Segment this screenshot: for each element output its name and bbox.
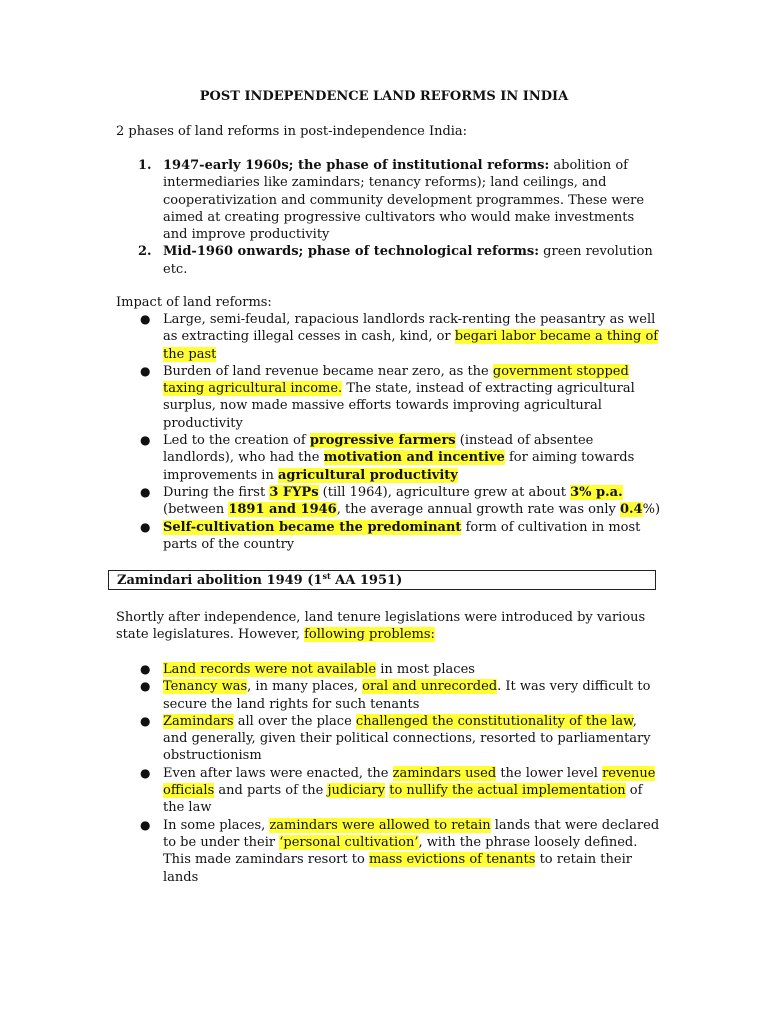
highlight: ‘personal cultivation’ bbox=[279, 834, 419, 850]
item-text: and parts of the bbox=[214, 783, 328, 799]
highlight: begari labor became a thing of the past bbox=[163, 329, 659, 362]
bullet-icon: ● bbox=[140, 484, 151, 499]
highlight: agricultural productivity bbox=[277, 467, 458, 483]
bullet-icon: ● bbox=[140, 363, 151, 378]
item-text: Led to the creation of bbox=[163, 433, 310, 449]
item-text: , the average annual growth rate was only bbox=[336, 502, 620, 518]
highlight: oral and unrecorded bbox=[362, 679, 498, 695]
item-text: . It was very difficult to secure the land rights for such tenants bbox=[163, 679, 651, 712]
highlight: zamindars used bbox=[392, 765, 497, 781]
item-text: (between bbox=[163, 502, 229, 518]
superscript: st bbox=[322, 571, 331, 581]
item-text: (instead of absentee landlords), who had the bbox=[163, 433, 594, 466]
impact-heading: Impact of land reforms: bbox=[116, 295, 272, 310]
item-text: The state, instead of extracting agricultural surplus, now made massive efforts towards improving agricultural productivity bbox=[163, 381, 635, 431]
item-text: In some places, bbox=[163, 817, 270, 833]
highlight: judiciary bbox=[327, 783, 386, 799]
item-text: During the first bbox=[163, 484, 270, 500]
highlight: motivation and incentive bbox=[323, 450, 505, 466]
section-heading: AA 1951) bbox=[330, 573, 403, 588]
page-title: POST INDEPENDENCE LAND REFORMS IN INDIA bbox=[199, 89, 569, 104]
phase-heading: 1947-early 1960s; the phase of institutional reforms: bbox=[163, 158, 550, 173]
list-item bbox=[116, 311, 661, 363]
list-item bbox=[116, 157, 661, 243]
shortly-paragraph bbox=[116, 609, 661, 644]
item-text: , with the phrase loosely defined. This made zamindars resort to bbox=[163, 834, 638, 868]
list-number: 2. bbox=[138, 244, 152, 260]
highlight: mass evictions of tenants bbox=[368, 852, 536, 868]
section-heading: Zamindari abolition 1949 (1 bbox=[117, 573, 323, 588]
impact-list bbox=[116, 311, 661, 553]
highlight: Tenancy was bbox=[163, 679, 248, 695]
problems-list bbox=[116, 661, 661, 886]
list-item bbox=[116, 817, 661, 886]
item-text: , and generally, given their political connections, resorted to parliamentary obstructionism bbox=[163, 713, 651, 764]
highlight: 1891 and 1946 bbox=[228, 502, 337, 518]
bullet-icon: ● bbox=[140, 662, 151, 676]
phase-text: abolition of intermediaries like zamindars; tenancy reforms); land ceilings, and cooperativization and community development programmes. These were aimed at creating progressive cultivators who would make investments and improve productivity bbox=[163, 158, 645, 243]
list-item bbox=[116, 519, 661, 554]
highlight: 0.4 bbox=[619, 502, 643, 518]
item-text: form of cultivation in most parts of the country bbox=[163, 519, 641, 552]
phases-list bbox=[116, 157, 661, 278]
highlight: progressive farmers bbox=[309, 433, 456, 449]
list-item bbox=[116, 678, 661, 713]
bullet-icon: ● bbox=[140, 679, 151, 694]
bullet-icon: ● bbox=[140, 765, 151, 780]
item-text: the lower level bbox=[496, 765, 603, 781]
highlight: Zamindars bbox=[163, 713, 234, 729]
highlight: challenged the constitutionality of the law bbox=[355, 713, 633, 729]
item-text: for aiming towards improvements in bbox=[163, 450, 635, 483]
highlight: zamindars were allowed to retain bbox=[269, 817, 491, 833]
highlight: revenue officials bbox=[163, 765, 656, 799]
list-item bbox=[116, 713, 661, 765]
list-number: 1. bbox=[138, 158, 152, 173]
item-text: in most places bbox=[376, 662, 475, 677]
list-item bbox=[116, 432, 661, 484]
item-text: , in many places, bbox=[247, 679, 363, 695]
item-text: to retain their lands bbox=[163, 852, 632, 885]
item-text: Even after laws were enacted, the bbox=[163, 765, 393, 781]
bullet-icon: ● bbox=[140, 713, 151, 728]
list-item bbox=[116, 484, 661, 519]
item-text: lands that were declared to be under their bbox=[163, 817, 660, 850]
highlight: following problems: bbox=[304, 627, 435, 643]
section-heading-box bbox=[108, 570, 656, 590]
highlight: Self-cultivation became the predominant bbox=[163, 519, 462, 535]
list-item bbox=[116, 243, 661, 278]
item-text: of the law bbox=[163, 783, 643, 816]
highlight: Land records were not available bbox=[163, 662, 377, 677]
phase-text: green revolution etc. bbox=[163, 244, 653, 277]
bullet-icon: ● bbox=[140, 312, 151, 326]
item-text: Large, semi-feudal, rapacious landlords rack-renting the peasantry as well as extracting illegal cesses in cash, kind, or bbox=[163, 312, 656, 345]
highlight: to nullify the actual implementation bbox=[389, 783, 626, 799]
phase-heading: Mid-1960 onwards; phase of technological reforms: bbox=[163, 244, 540, 260]
highlight: 3 FYPs bbox=[269, 484, 319, 500]
item-text: (till 1964), agriculture grew at about bbox=[318, 484, 571, 500]
item-text: %) bbox=[642, 502, 661, 518]
item-text: all over the place bbox=[233, 713, 356, 729]
list-item bbox=[116, 661, 661, 678]
bullet-icon: ● bbox=[140, 817, 151, 832]
highlight: government stopped taxing agricultural income. bbox=[163, 363, 629, 397]
intro-text: 2 phases of land reforms in post-independence India: bbox=[116, 124, 468, 139]
item-text: Burden of land revenue became near zero, as the bbox=[163, 363, 493, 379]
bullet-icon: ● bbox=[140, 433, 151, 448]
para-text: Shortly after independence, land tenure legislations were introduced by various state legislatures. However, bbox=[116, 610, 646, 643]
list-item bbox=[116, 765, 661, 817]
list-item bbox=[116, 363, 661, 432]
highlight: 3% p.a. bbox=[570, 484, 623, 500]
bullet-icon: ● bbox=[140, 519, 151, 534]
